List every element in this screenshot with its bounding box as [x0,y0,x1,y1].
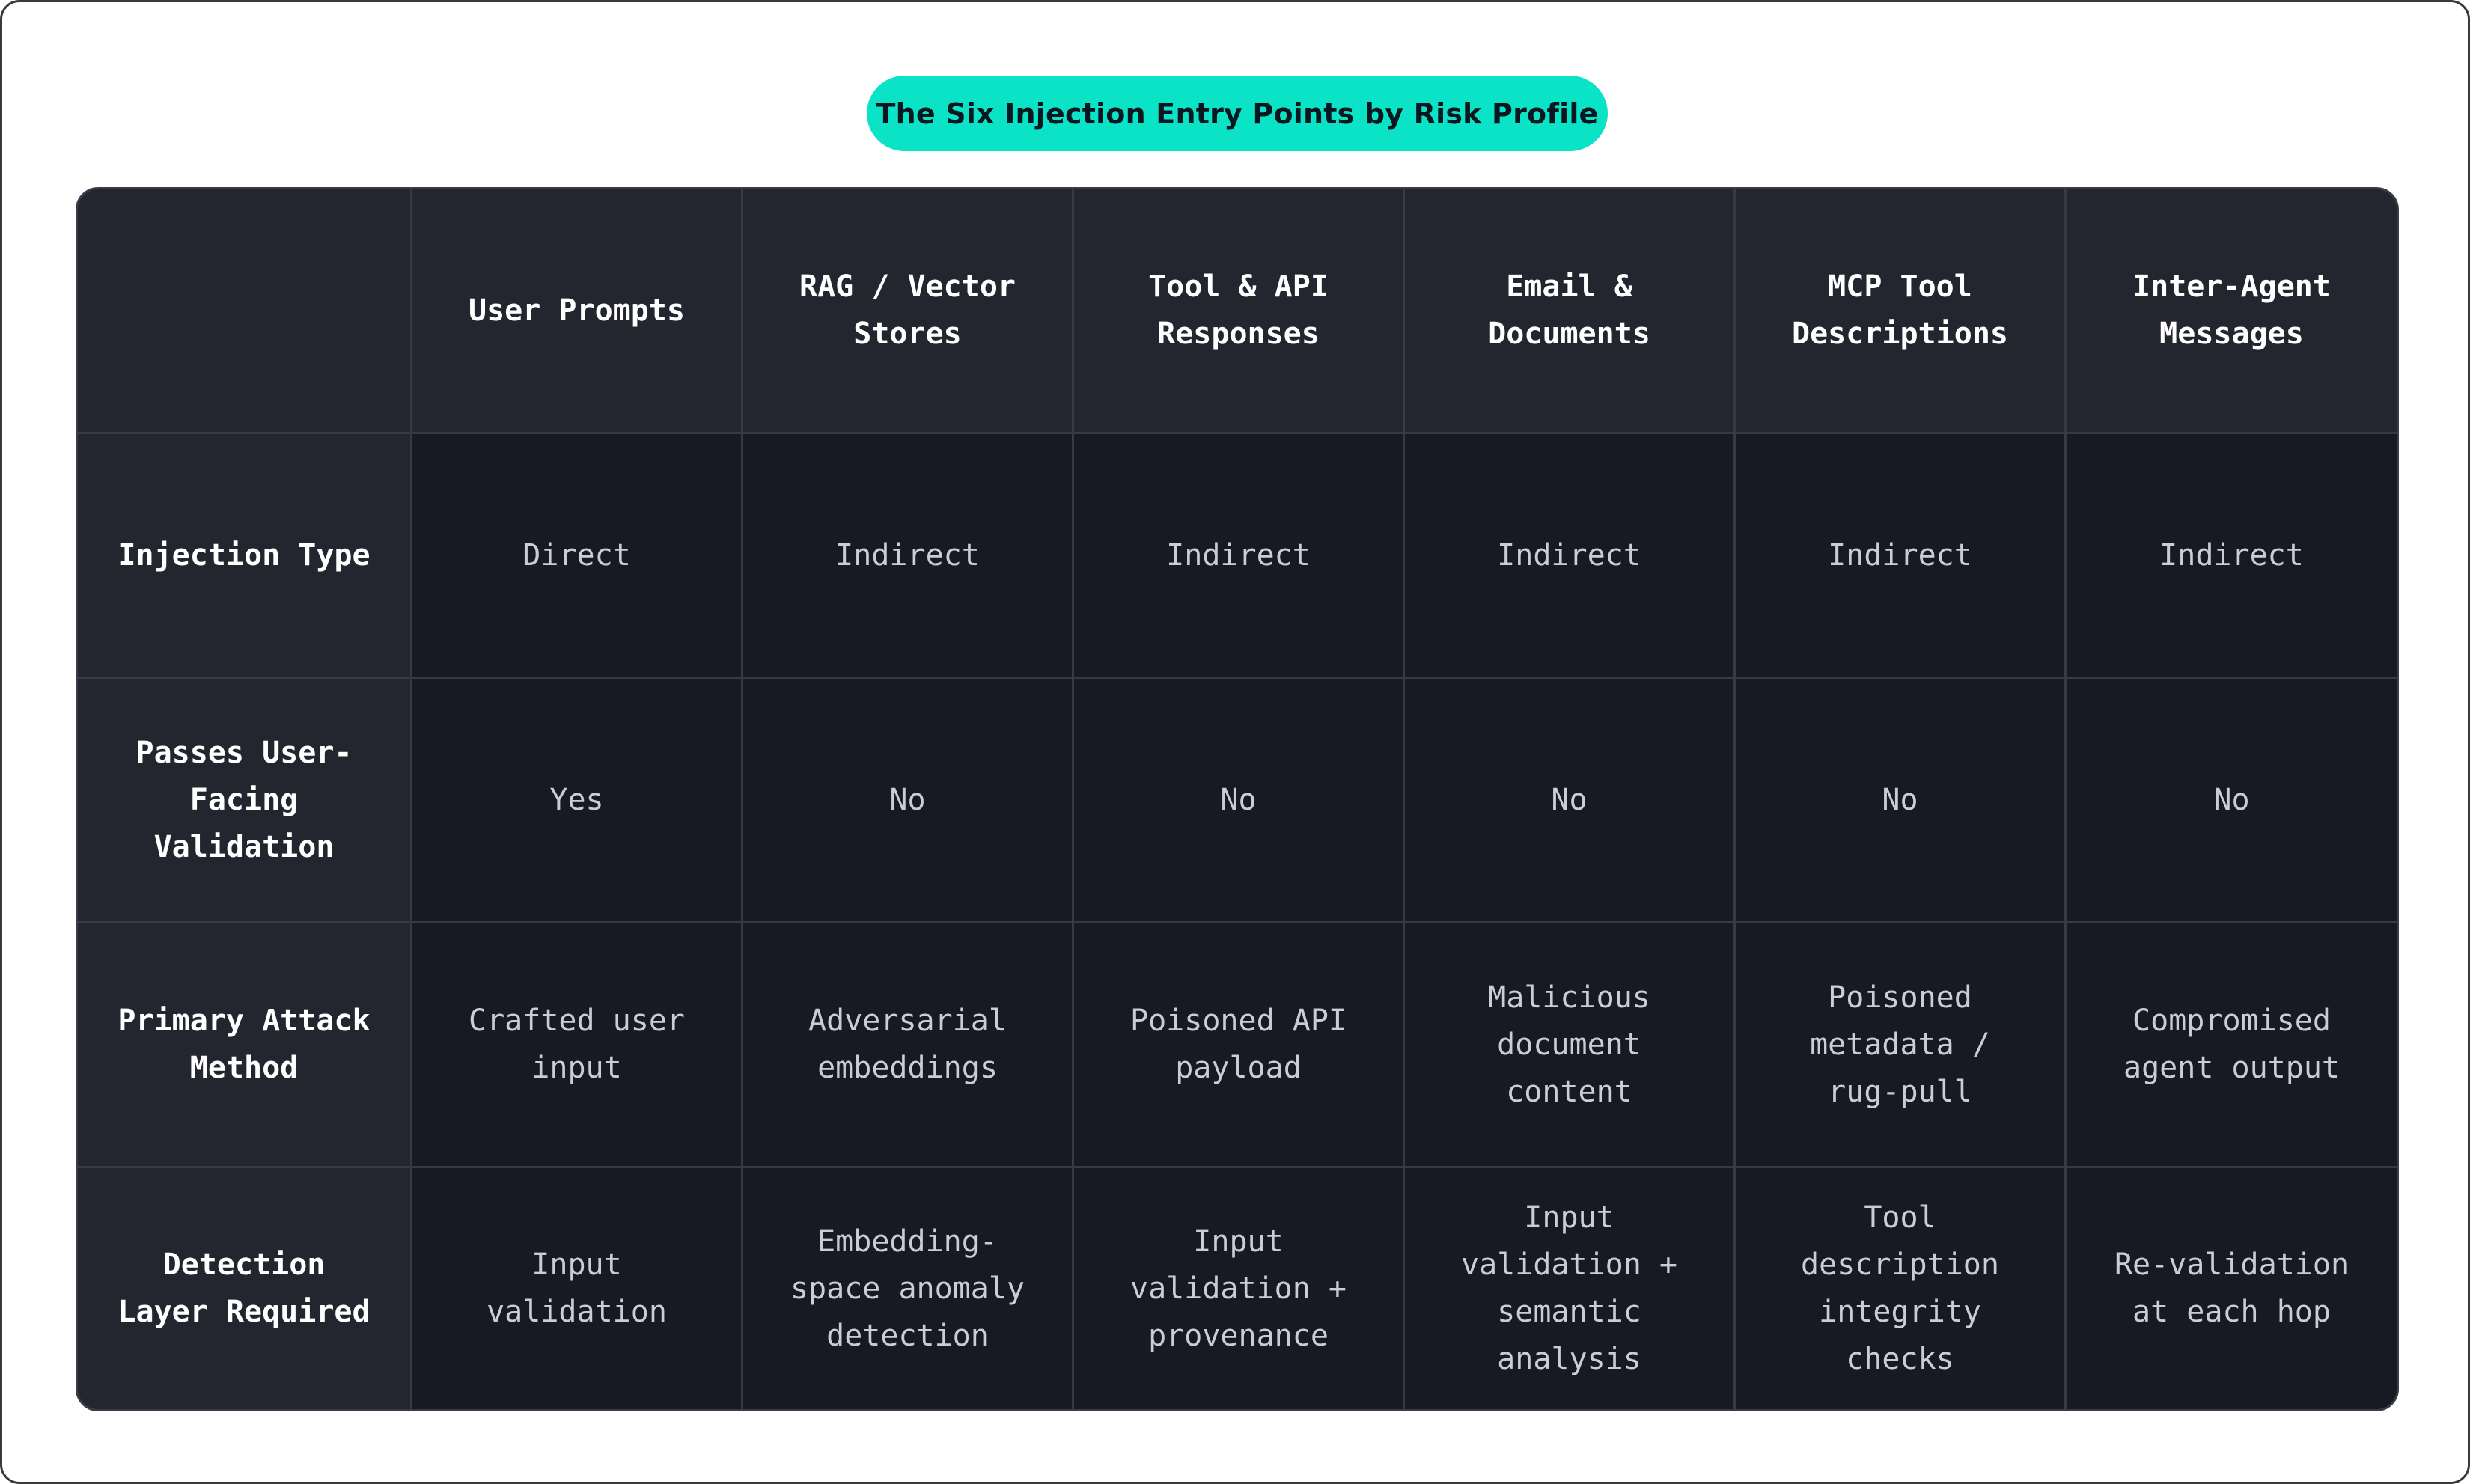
table-cell: Indirect [1736,434,2067,679]
table-corner-cell [78,189,412,434]
table-cell: Re-validation at each hop [2067,1168,2397,1409]
column-header-email-documents: Email & Documents [1405,189,1736,434]
column-header-mcp-tool-descriptions: MCP Tool Descriptions [1736,189,2067,434]
table-cell: No [1736,679,2067,923]
column-header-tool-api-responses: Tool & API Responses [1074,189,1405,434]
row-header-injection-type: Injection Type [78,434,412,679]
column-header-inter-agent-messages: Inter-Agent Messages [2067,189,2397,434]
column-header-user-prompts: User Prompts [412,189,743,434]
column-header-rag-vector-stores: RAG / Vector Stores [743,189,1074,434]
table-cell: Indirect [1074,434,1405,679]
table-grid [78,189,2397,1409]
table-cell: Tool description integrity checks [1736,1168,2067,1409]
table-cell: Malicious document content [1405,923,1736,1168]
table-cell: No [743,679,1074,923]
table-cell: Indirect [2067,434,2397,679]
table-cell: Embedding- space anomaly detection [743,1168,1074,1409]
table-cell: Input validation [412,1168,743,1409]
row-header-detection-layer: Detection Layer Required [78,1168,412,1409]
table-cell: Crafted user input [412,923,743,1168]
risk-profile-table [76,187,2399,1411]
page-title: The Six Injection Entry Points by Risk Profile [867,76,1608,151]
table-cell: Input validation + provenance [1074,1168,1405,1409]
table-cell: Yes [412,679,743,923]
table-cell: Indirect [743,434,1074,679]
table-cell: Direct [412,434,743,679]
table-cell: No [1074,679,1405,923]
table-cell: Compromised agent output [2067,923,2397,1168]
table-cell: Poisoned metadata / rug-pull [1736,923,2067,1168]
table-cell: Adversarial embeddings [743,923,1074,1168]
table-cell: No [1405,679,1736,923]
table-cell: Indirect [1405,434,1736,679]
table-cell: No [2067,679,2397,923]
table-cell: Input validation + semantic analysis [1405,1168,1736,1409]
row-header-primary-attack-method: Primary Attack Method [78,923,412,1168]
table-cell: Poisoned API payload [1074,923,1405,1168]
row-header-passes-validation: Passes User- Facing Validation [78,679,412,923]
